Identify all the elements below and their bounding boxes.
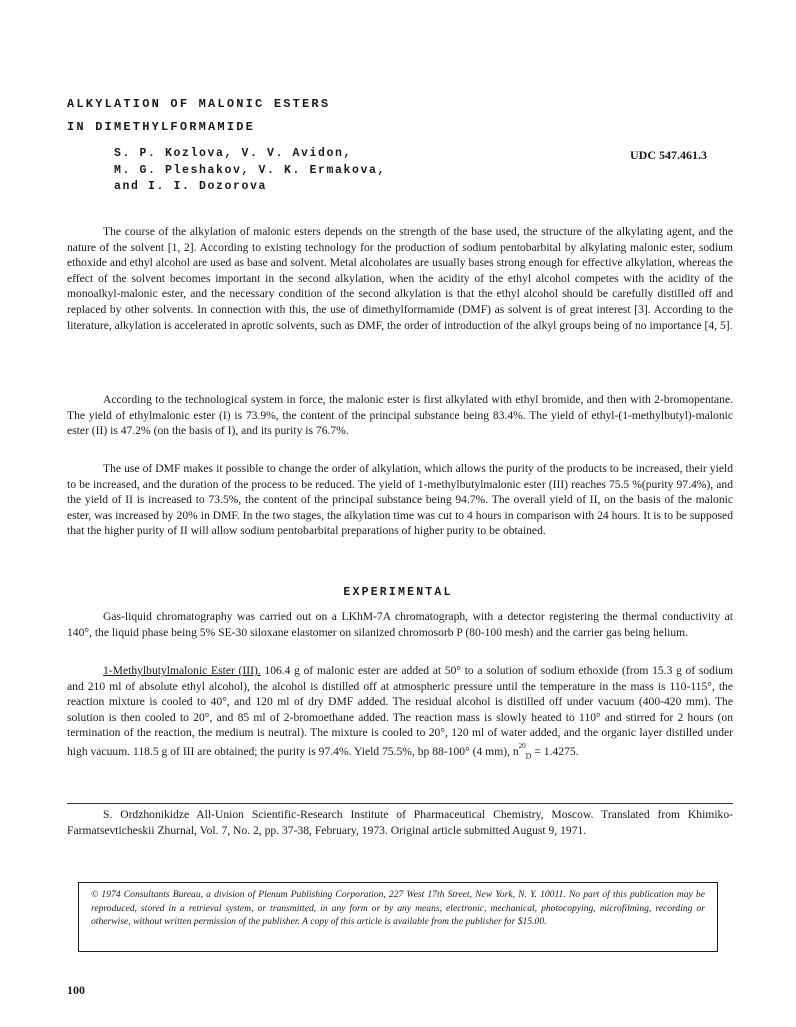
section-heading-experimental: EXPERIMENTAL xyxy=(343,586,453,599)
experimental-paragraph-1 xyxy=(67,609,733,640)
footnote-divider xyxy=(67,803,733,804)
intro-paragraph-3 xyxy=(67,461,733,539)
nd-subscript: D xyxy=(525,751,532,761)
procedure-text: 106.4 g of malonic ester are added at 50° to a solution of sodium ethoxide (from 15.3 g of sodium and 210 ml of absolute ethyl alcohol), the alcohol is distilled off at atmospheric pressure until the temperature in the mass is 110-115°, the reaction mixture is cooled to 40°, and 120 ml of dry DMF added. The residual alcohol is distilled off under vacuum (400-420 mm). The solution is then cooled to 20°, and 85 ml of 2-bromoethane added. The reaction mass is slowly heated to 110° and stirred for 2 hours (on termination of the reaction, the medium is neutral). The mixture is cooled to 20°, 120 ml of water added, and the organic layer distilled under high vacuum. 118.5 g of III are obtained; the purity is 97.4%. Yield 75.5%, bp 88-100° (4 mm), xyxy=(67,664,734,758)
authors-line-3: and I. I. Dozorova xyxy=(114,180,268,193)
paragraph-text: Gas-liquid chromatography was carried out on a LKhM-7A chromatograph, with a detector registering the thermal conductivity at 140°, the liquid phase being 5% SE-30 siloxane elastomer on silanized chromosorb P (80-100 mesh) and the carrier gas being helium. xyxy=(67,610,733,639)
copyright-notice: © 1974 Consultants Bureau, a division of Plenum Publishing Corporation, 227 West 17th Street, New York, N. Y. 10011. No part of this publication may be reproduced, stored in a retrieval system, or transmitted, in any form or by any means, electronic, mechanical, photocopying, microfilming, recording or otherwise, without written permission of the publisher. A copy of this article is available from the publisher for $15.00. xyxy=(78,882,718,952)
paragraph-text: The course of the alkylation of malonic esters depends on the strength of the base used, the structure of the alkylating agent, and the nature of the solvent [1, 2]. According to existing technology for the production of sodium pentobarbital by alkylating malonic ester, sodium ethoxide and ethyl alcohol are used as base and solvent. Metal alcoholates are usually bases strong enough for effective alkylation, whereas the effect of the solvent becomes important in the second alkylation, when the acidity of the ethyl alcohol competes with the acidity of the monoalkyl-malonic ester, and the necessary condition of the second alkylation is that the ethyl alcohol should be carefully distilled off and replaced by other solvents. In connection with this, the use of dimethylformamide (DMF) as solvent is of great interest [3]. According to the literature, alkylation is accelerated in aprotic solvents, such as DMF, the order of introduction of the alkyl groups being of no importance [4, 5]. xyxy=(67,225,733,332)
compound-heading: 1-Methylbutylmalonic Ester (III). xyxy=(103,664,261,677)
affiliation-footnote xyxy=(67,807,733,838)
paragraph-text: According to the technological system in force, the malonic ester is first alkylated with ethyl bromide, and then with 2-bromopentane. The yield of ethylmalonic ester (I) is 73.9%, the content of the principal substance being 83.4%. The yield of ethyl-(1-methylbutyl)-malonic ester (II) is 47.2% (on the basis of I), and its purity is 76.7%. xyxy=(67,393,733,438)
paragraph-text: The use of DMF makes it possible to change the order of alkylation, which allows the purity of the products to be increased, their yield to be increased, and the duration of the process to be reduced. The yield of 1-methylbutylmalonic ester (III) reaches 75.5 %(purity 97.4%), and the yield of II is increased to 73.5%, the content of the principal substance being 94.7%. The overall yield of II, on the basis of the malonic ester, was increased by 20% in DMF. In the two stages, the alkylation time was cut to 4 hours in comparison with 24 hours. It is to be supposed that the higher purity of II will allow sodium pentobarbital preparations of higher purity to be obtained. xyxy=(67,462,733,538)
nd-base: n xyxy=(512,744,519,758)
authors-line-2: M. G. Pleshakov, V. K. Ermakova, xyxy=(114,163,387,177)
experimental-paragraph-2 xyxy=(67,663,733,764)
intro-paragraph-2 xyxy=(67,392,733,439)
paragraph-text xyxy=(67,663,733,764)
article-title xyxy=(67,93,330,139)
intro-paragraph-1 xyxy=(67,224,733,333)
udc-code: UDC 547.461.3 xyxy=(630,148,707,162)
title-line-2: IN DIMETHYLFORMAMIDE xyxy=(67,120,256,134)
title-line-1: ALKYLATION OF MALONIC ESTERS xyxy=(67,97,331,111)
page-number: 100 xyxy=(67,983,85,997)
nd-superscript: 20 xyxy=(518,741,526,750)
refractive-index-value: = 1.4275. xyxy=(531,744,579,758)
author-list xyxy=(114,146,386,196)
affiliation-text: S. Ordzhonikidze All-Union Scientific-Research Institute of Pharmaceutical Chemistry, Moscow. Translated from Khimiko-Farmatsevticheskii Zhurnal, Vol. 7, No. 2, pp. 37-38, February, 1973. Original article submitted August 9, 1971. xyxy=(67,808,733,837)
authors-line-1: S. P. Kozlova, V. V. Avidon, xyxy=(114,147,353,160)
refractive-index-symbol xyxy=(512,741,532,761)
